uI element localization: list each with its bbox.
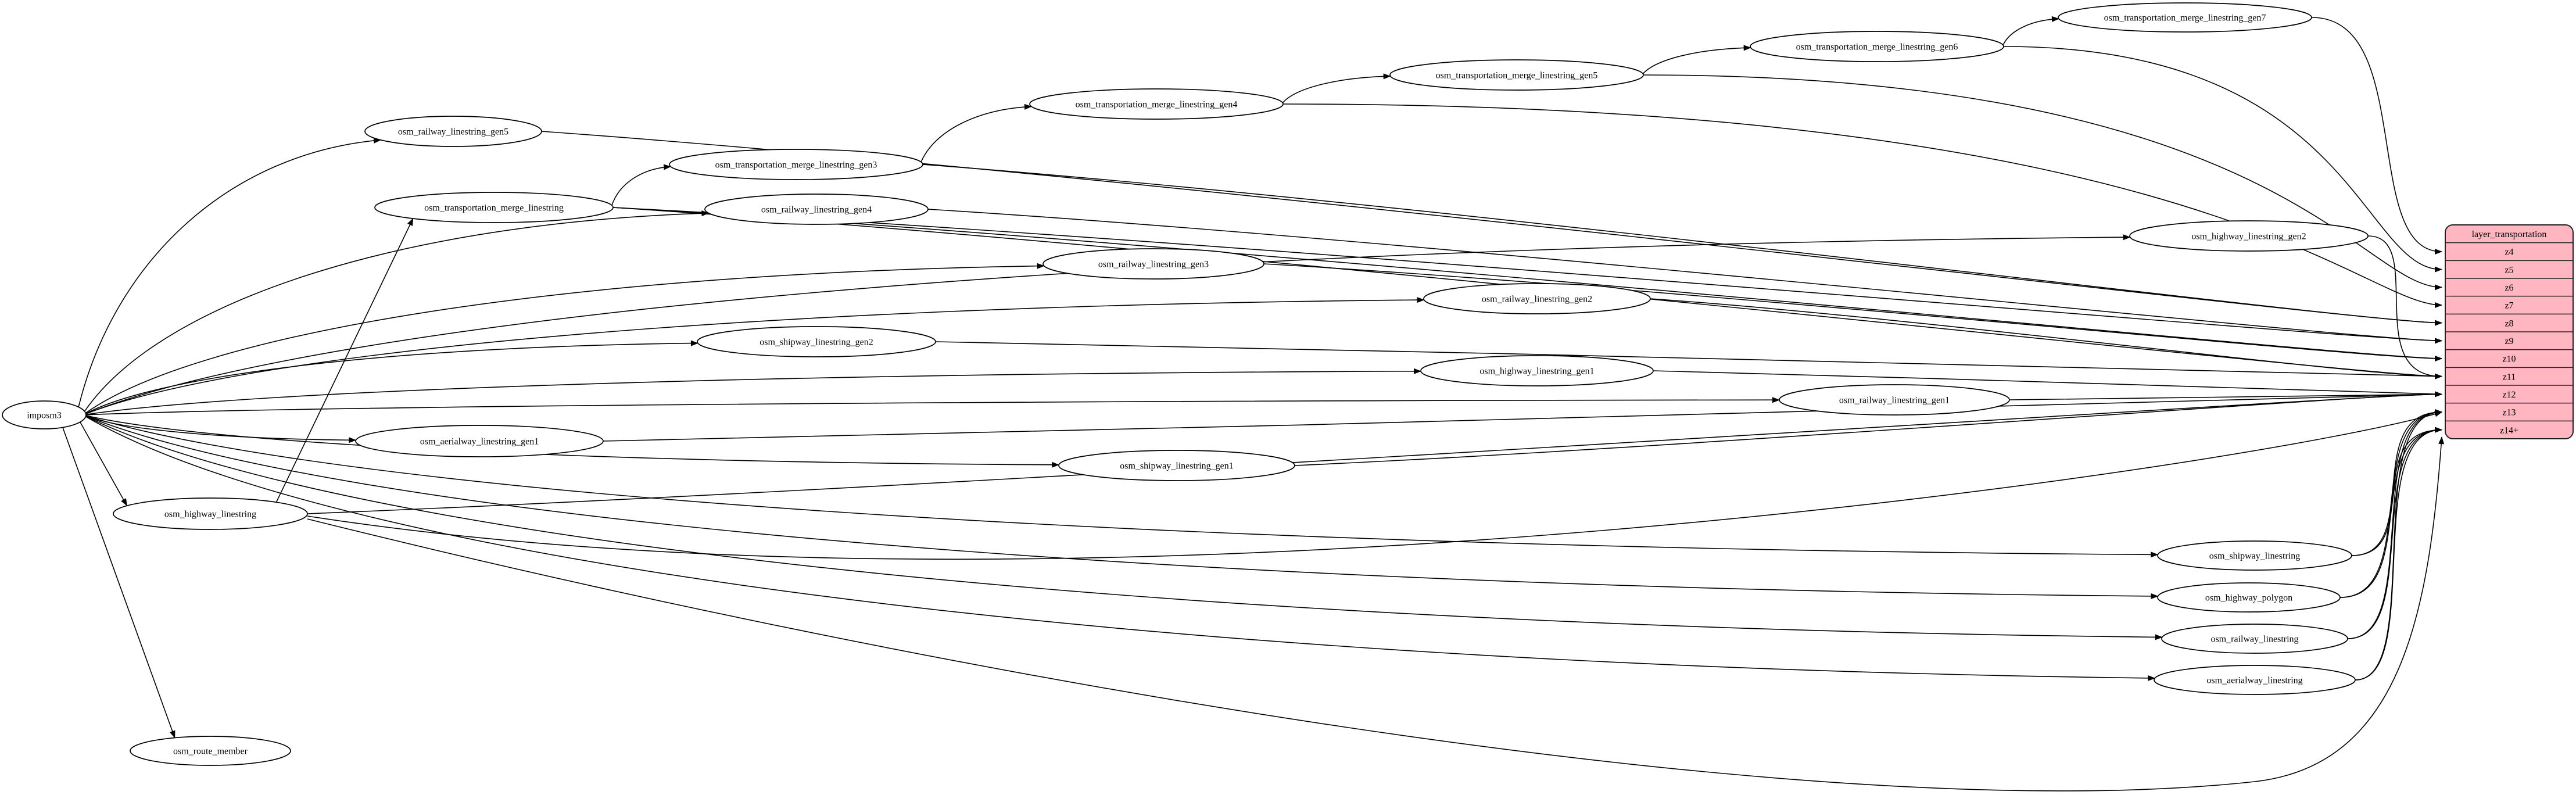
zoom-row-z14plus: z14+: [2499, 425, 2519, 436]
osm_railway_linestring_gen4-label: osm_railway_linestring_gen4: [761, 205, 872, 215]
osm_transportation_merge_linestring_gen4-label: osm_transportation_merge_linestring_gen4: [1075, 99, 1238, 110]
osm_railway_linestring_gen1-label: osm_railway_linestring_gen1: [1839, 395, 1950, 406]
zoom-row-z11: z11: [2502, 372, 2516, 382]
edge-imposm3-to-osm_railway_linestring_gen5: [78, 140, 381, 407]
edge-osm_transportation_merge_linestring_gen4-to-z7: [1283, 104, 2442, 305]
edge-imposm3-to-osm_highway_linestring_gen1: [86, 371, 1421, 415]
edge-osm_transportation_merge_linestring_gen5-to-osm_transportation_merge_linestring_gen6: [1643, 48, 1750, 74]
edge-osm_railway_linestring_gen2-to-z11: [1650, 299, 2442, 377]
edge-osm_highway_linestring-to-z14+: [307, 437, 2442, 791]
zoom-row-z6: z6: [2505, 282, 2514, 293]
osm_shipway_linestring-label: osm_shipway_linestring: [2209, 551, 2301, 561]
osm_shipway_linestring_gen1-label: osm_shipway_linestring_gen1: [1120, 461, 1234, 471]
edge-osm_transportation_merge_linestring_gen4-to-osm_transportation_merge_linestring_gen5: [1282, 76, 1390, 103]
edge-osm_aerialway_linestring-to-z13: [2355, 412, 2442, 680]
table-node-osm_highway_linestring_gen1: [1421, 356, 1653, 386]
osm_transportation_merge_linestring_gen7-label: osm_transportation_merge_linestring_gen7: [2104, 13, 2266, 23]
table-node-osm_transportation_merge_linestring_gen5: [1390, 60, 1643, 90]
osm_transportation_merge_linestring_gen5-label: osm_transportation_merge_linestring_gen5: [1435, 70, 1598, 81]
edge-osm_highway_linestring-to-osm_transportation_merge_linestring: [276, 219, 413, 502]
edge-osm_transportation_merge_linestring_gen5-to-z6: [1643, 75, 2442, 287]
table-node-osm_highway_polygon: [2158, 583, 2340, 612]
table-node-osm_transportation_merge_linestring_gen4: [1030, 89, 1283, 119]
edge-osm_transportation_merge_linestring_gen7-to-z4: [2312, 17, 2442, 252]
table-node-osm_railway_linestring_gen3: [1043, 249, 1264, 279]
osm_shipway_linestring_gen2-label: osm_shipway_linestring_gen2: [759, 337, 873, 348]
table-node-osm_railway_linestring_gen4: [705, 194, 928, 224]
table-node-osm_highway_linestring: [113, 498, 307, 529]
zoom-row-z9: z9: [2505, 336, 2514, 346]
table-node-osm_transportation_merge_linestring_gen7: [2058, 3, 2312, 32]
table-node-osm_shipway_linestring_gen2: [697, 327, 936, 357]
table-node-osm_railway_linestring_gen2: [1424, 284, 1650, 314]
layer-transportation-title: layer_transportation: [2471, 229, 2547, 239]
edge-osm_transportation_merge_linestring_gen6-to-osm_transportation_merge_linestring_gen7: [2003, 19, 2059, 45]
table-node-osm_railway_linestring: [2162, 624, 2348, 653]
osm_aerialway_linestring-label: osm_aerialway_linestring: [2206, 675, 2303, 686]
edge-osm_highway_linestring-to-z13: [307, 412, 2442, 559]
osm_route_member-label: osm_route_member: [173, 746, 248, 757]
osm_railway_linestring_gen3-label: osm_railway_linestring_gen3: [1098, 259, 1209, 270]
zoom-row-z13: z13: [2502, 407, 2516, 418]
table-node-osm_route_member: [130, 736, 291, 765]
osm_railway_linestring_gen2-label: osm_railway_linestring_gen2: [1481, 294, 1593, 305]
osm_highway_polygon-label: osm_highway_polygon: [2205, 593, 2293, 603]
osm_railway_linestring-label: osm_railway_linestring: [2210, 634, 2299, 644]
zoom-row-z7: z7: [2505, 300, 2514, 311]
osm_highway_linestring-label: osm_highway_linestring: [164, 509, 257, 520]
table-node-osm_aerialway_linestring_gen1: [356, 425, 603, 457]
zoom-row-z8: z8: [2505, 318, 2514, 329]
table-node-osm_transportation_merge_linestring_gen6: [1750, 31, 2004, 62]
osm_transportation_merge_linestring-label: osm_transportation_merge_linestring: [424, 203, 564, 213]
edge-osm_shipway_linestring_gen2-to-z11: [936, 342, 2442, 377]
edge-osm_highway_linestring_gen1-to-z12: [1653, 371, 2442, 394]
layer-transportation-table: [2445, 225, 2573, 439]
osm_aerialway_linestring_gen1-label: osm_aerialway_linestring_gen1: [420, 436, 539, 447]
table-node-osm_railway_linestring_gen1: [1779, 385, 2009, 415]
edge-imposm3-to-osm_aerialway_linestring_gen1: [86, 416, 356, 440]
table-node-osm_shipway_linestring: [2158, 541, 2352, 570]
edge-imposm3-to-osm_railway_linestring_gen1: [86, 400, 1779, 415]
edge-osm_transportation_merge_linestring_gen3-to-osm_transportation_merge_linestring_gen4: [921, 106, 1031, 162]
table-node-osm_aerialway_linestring: [2154, 665, 2355, 694]
osm_transportation_merge_linestring_gen3-label: osm_transportation_merge_linestring_gen3: [715, 160, 877, 170]
zoom-row-z4: z4: [2505, 247, 2514, 257]
edge-osm_aerialway_linestring_gen1-to-z12: [603, 394, 2442, 441]
table-node-imposm3: [2, 401, 86, 429]
edge-imposm3-to-osm_route_member: [63, 428, 175, 738]
osm_highway_linestring_gen1-label: osm_highway_linestring_gen1: [1479, 366, 1595, 377]
zoom-row-z10: z10: [2502, 354, 2516, 364]
table-node-osm_railway_linestring_gen5: [365, 116, 542, 146]
osm_transportation_merge_linestring_gen6-label: osm_transportation_merge_linestring_gen6: [1796, 42, 1958, 52]
imposm3-label: imposm3: [27, 410, 62, 421]
edge-osm_transportation_merge_linestring-to-osm_transportation_merge_linestring_gen3: [612, 167, 671, 206]
osm_railway_linestring_gen5-label: osm_railway_linestring_gen5: [397, 127, 509, 137]
table-node-osm_transportation_merge_linestring_gen3: [669, 149, 923, 180]
zoom-row-z12: z12: [2502, 389, 2516, 400]
nodes-layer: [2, 3, 2368, 765]
table-node-osm_highway_linestring_gen2: [2130, 221, 2368, 251]
osm_highway_linestring_gen2-label: osm_highway_linestring_gen2: [2191, 231, 2306, 242]
table-node-osm_shipway_linestring_gen1: [1059, 450, 1295, 481]
edge-osm_shipway_linestring-to-z13: [2352, 412, 2442, 556]
table-node-osm_transportation_merge_linestring: [375, 192, 613, 223]
zoom-row-z5: z5: [2505, 265, 2514, 275]
edge-imposm3-to-osm_shipway_linestring_gen2: [86, 343, 698, 413]
